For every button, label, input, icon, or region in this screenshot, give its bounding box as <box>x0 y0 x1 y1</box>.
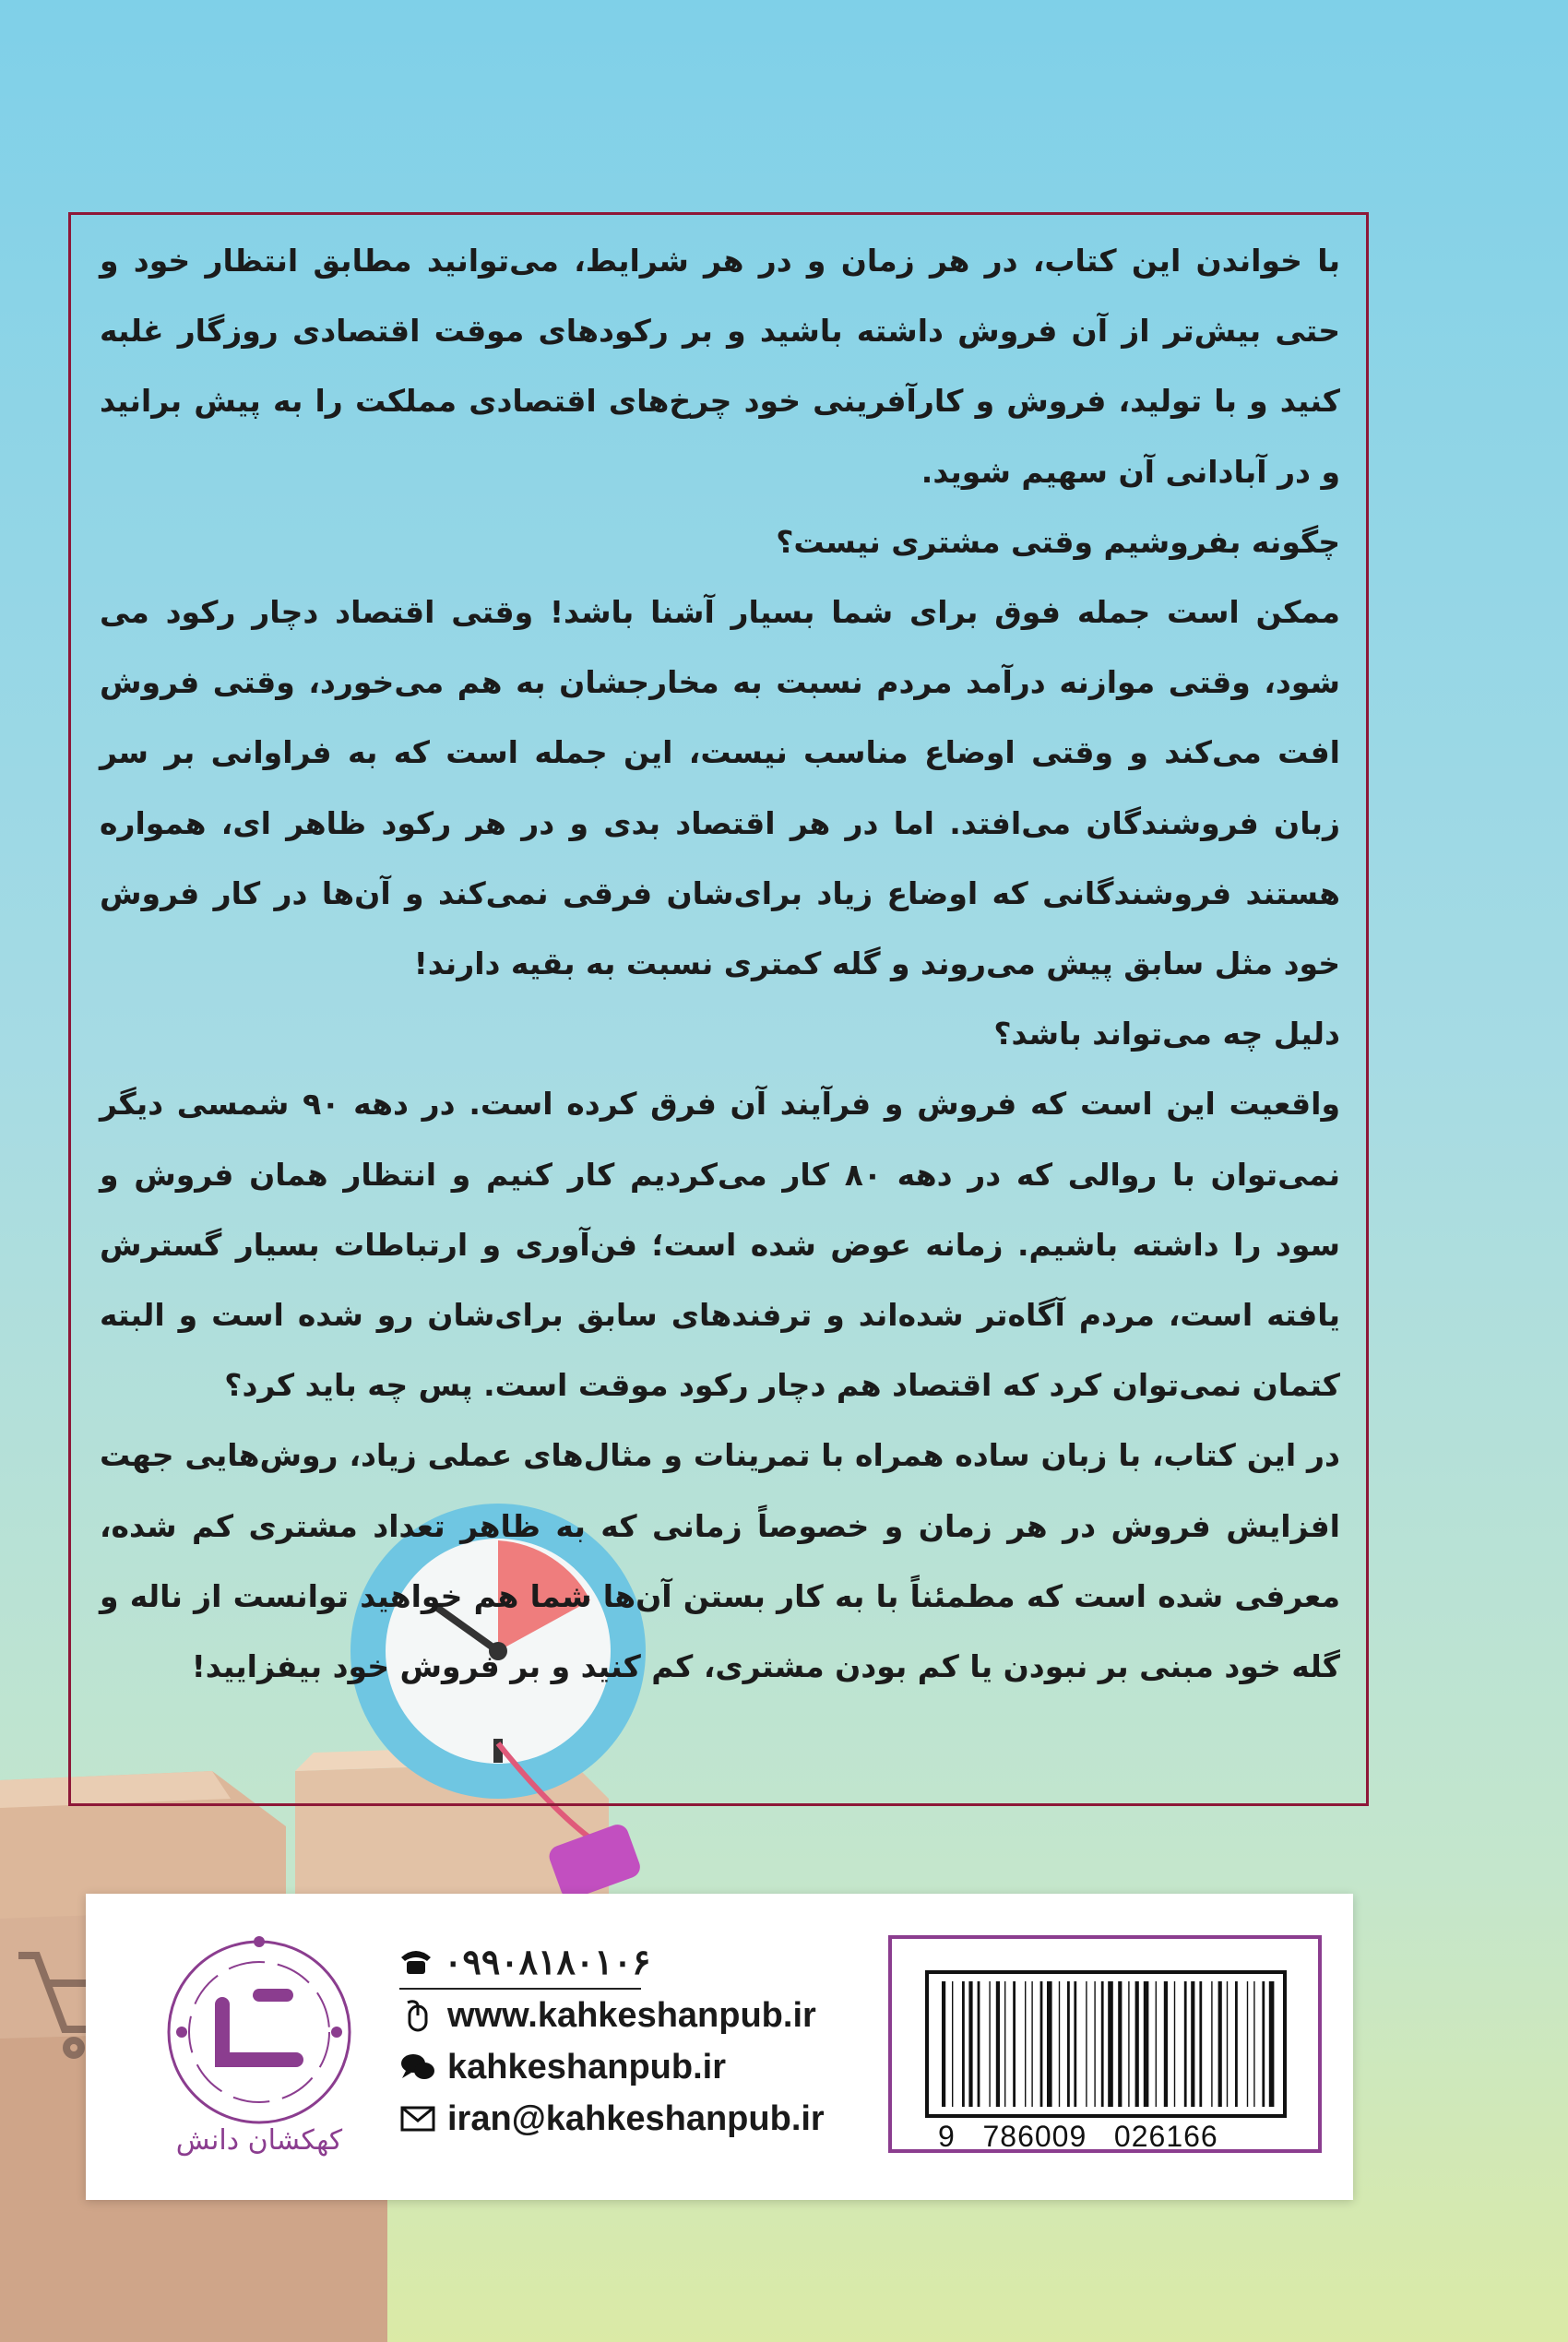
chat-icon <box>399 2051 436 2084</box>
phone-number: ۰۹۹۰۸۱۸۰۱۰۶ <box>444 1943 651 1982</box>
barcode-bar <box>1227 1981 1228 2107</box>
barcode-bar <box>1164 1981 1168 2107</box>
barcode-bar <box>1235 1981 1238 2107</box>
barcode-bar <box>1211 1981 1212 2107</box>
question-heading-1: چگونه بفروشیم وقتی مشتری نیست؟ <box>776 523 1340 560</box>
barcode-bar <box>1269 1981 1275 2107</box>
barcode-bars <box>925 1970 1287 2118</box>
paragraph-recession: ممکن است جمله فوق برای شما بسیار آشنا باشد! وقتی اقتصاد دچار رکود می شود، وقتی موازنه درآمد مردم نسبت به مخارجشان به هم می‌خورد، وقتی فروش افت می‌کند و وقتی اوضاع مناسب نیست، این جمله است که به فراوانی بر سر زبان فروشندگان می‌افتد. اما در هر اقتصاد بدی و در هر رکود ظاهر ای، همواره هستند فروشندگانی که اوضاع زیاد برای‌شان فرقی نمی‌کند و آن‌ها در کار فروش خود مثل سابق پیش می‌روند و گله کمتری نسبت به بقیه دارند! <box>100 594 1340 982</box>
barcode-bar <box>1247 1981 1248 2107</box>
paragraph-book-summary: در این کتاب، با زبان ساده همراه با تمرینات و مثال‌های عملی زیاد، روش‌هایی جهت افزایش فروش در هر زمان و خصوصاً زمانی که به ظاهر تعداد مشتری کم شده، معرفی شده است که مطمئناً با به کار بستن آن‌ها شما هم خواهید توانست از ناله و گله خود مبنی بر نبودن یا کم بودن مشتری، کم کنید و بر فروش خود بیفزایید! <box>100 1437 1340 1685</box>
social-link[interactable]: kahkeshanpub.ir <box>447 2047 726 2086</box>
barcode-bar <box>1059 1981 1060 2107</box>
question-heading-2: دلیل چه می‌تواند باشد؟ <box>993 1016 1340 1052</box>
barcode-bar <box>962 1981 965 2107</box>
isbn-barcode <box>888 1935 1322 2153</box>
barcode-bar <box>1025 1981 1026 2107</box>
barcode-bar <box>1128 1981 1129 2107</box>
barcode-bar <box>1086 1981 1087 2107</box>
barcode-bar <box>1199 1981 1202 2107</box>
website-row[interactable] <box>399 1990 916 2041</box>
publisher-contacts <box>399 1936 916 2145</box>
barcode-bar <box>1074 1981 1076 2107</box>
barcode-bar <box>1013 1981 1016 2107</box>
phone-row <box>399 1936 651 1990</box>
barcode-bar <box>1094 1981 1095 2107</box>
website-link[interactable]: www.kahkeshanpub.ir <box>447 1995 816 2035</box>
mouse-icon <box>399 1999 436 2032</box>
barcode-bar <box>1262 1981 1265 2107</box>
envelope-icon <box>399 2102 436 2135</box>
publisher-footer <box>86 1894 1353 2200</box>
publisher-logo <box>148 1931 370 2170</box>
barcode-bar <box>1108 1981 1113 2107</box>
barcode-bar <box>1135 1981 1139 2107</box>
barcode-bar <box>1191 1981 1194 2107</box>
isbn-number: 9 786009 026166 <box>938 2120 1218 2153</box>
phone-icon <box>399 1945 433 1979</box>
email-link[interactable]: iran@kahkeshanpub.ir <box>447 2098 825 2138</box>
social-row[interactable] <box>399 2041 916 2093</box>
barcode-bar <box>1184 1981 1187 2107</box>
email-row[interactable] <box>399 2093 916 2145</box>
barcode-bar <box>1253 1981 1254 2107</box>
barcode-bar <box>1144 1981 1149 2107</box>
back-cover-text <box>100 226 1340 1702</box>
barcode-bar <box>978 1981 980 2107</box>
barcode-bar <box>952 1981 953 2107</box>
barcode-bar <box>1004 1981 1005 2107</box>
barcode-bar <box>1067 1981 1070 2107</box>
barcode-bar <box>1174 1981 1175 2107</box>
barcode-bar <box>989 1981 990 2107</box>
barcode-bar <box>1031 1981 1032 2107</box>
barcode-bar <box>1218 1981 1222 2107</box>
logo-text: کهکشان دانش <box>175 2124 343 2157</box>
barcode-bar <box>968 1981 972 2107</box>
barcode-bar <box>1047 1981 1052 2107</box>
barcode-bar <box>942 1981 945 2107</box>
barcode-bar <box>1101 1981 1104 2107</box>
paragraph-intro: با خواندن این کتاب، در هر زمان و در هر شرایط، می‌توانید مطابق انتظار خود و حتی بیش‌تر از آن فروش داشته باشید و بر رکودهای موقت اقتصادی روزگار غلبه کنید و با تولید، فروش و کارآفرینی خود چرخ‌های اقتصادی مملکت را به پیش برانید و در آبادانی آن سهیم شوید. <box>100 243 1340 490</box>
barcode-bar <box>1040 1981 1043 2107</box>
barcode-bar <box>1118 1981 1122 2107</box>
paragraph-reality: واقعیت این است که فروش و فرآیند آن فرق کرده است. در دهه ۹۰ شمسی دیگر نمی‌توان با روالی که در دهه ۸۰ کار می‌کردیم کار کنیم و انتظار همان فروش و سود را داشته باشیم. زمانه عوض شده است؛ فن‌آوری و ارتباطات بسیار گسترش یافته است، مردم آگاه‌تر شده‌اند و ترفندهای سابق برای‌شان رو شده است و البته کتمان نمی‌توان کرد که اقتصاد هم دچار رکود موقت است. پس چه باید کرد؟ <box>100 1086 1340 1404</box>
barcode-bar <box>1156 1981 1157 2107</box>
barcode-bar <box>996 1981 1000 2107</box>
